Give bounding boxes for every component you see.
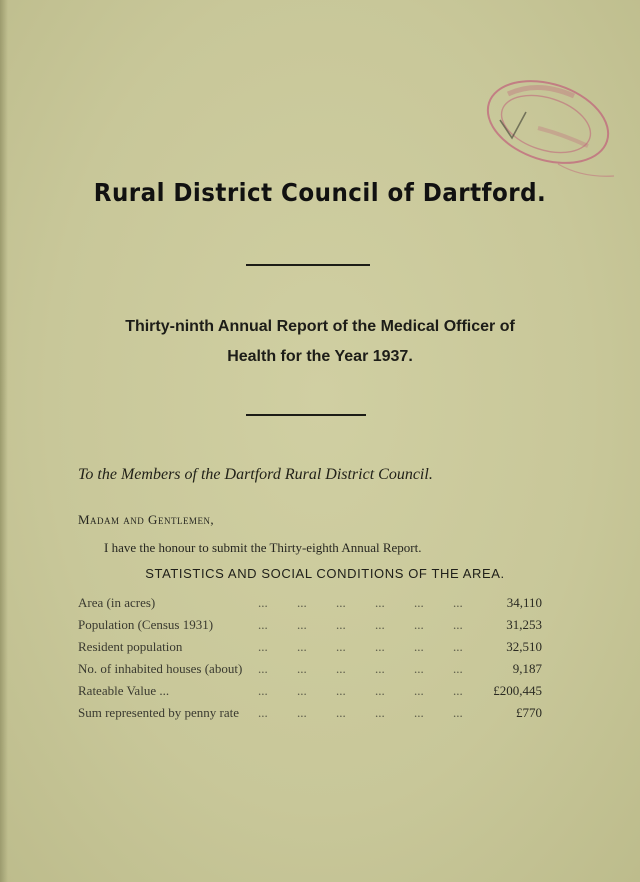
stat-label: Population (Census 1931) <box>78 617 214 632</box>
stat-row <box>78 614 542 636</box>
report-title-line-2: Health for the Year 1937. <box>227 348 413 365</box>
page-edge-shadow <box>0 0 8 882</box>
leader-dots: ... ... ... ... ... ... <box>258 617 463 632</box>
stat-row <box>78 658 542 680</box>
library-stamp-icon <box>478 72 618 184</box>
letter-address: To the Members of the Dartford Rural District Council. <box>78 466 433 483</box>
title-divider-bottom <box>246 414 366 416</box>
stat-value: 34,110 <box>506 595 542 610</box>
stat-label: Sum represented by penny rate <box>78 705 240 720</box>
report-title-line-1: Thirty-ninth Annual Report of the Medical Officer of <box>125 318 515 335</box>
stat-row <box>78 702 542 724</box>
leader-dots: ... ... ... ... ... ... <box>258 661 463 676</box>
stat-value: 32,510 <box>506 639 542 654</box>
stat-label: Resident population <box>78 639 183 654</box>
leader-dots: ... ... ... ... ... ... <box>258 683 463 698</box>
council-title: Rural District Council of Dartford. <box>93 178 547 207</box>
title-divider-top <box>246 264 370 266</box>
stat-value: £770 <box>516 705 542 720</box>
stat-value: £200,445 <box>493 683 542 698</box>
stat-row <box>78 680 542 702</box>
stat-label: Area (in acres) <box>78 595 156 610</box>
report-title <box>80 312 560 372</box>
statistics-table <box>78 592 542 724</box>
stat-value: 31,253 <box>506 617 542 632</box>
stat-row <box>78 636 542 658</box>
stat-value: 9,187 <box>512 661 542 676</box>
stat-row <box>78 592 542 614</box>
stat-label: No. of inhabited houses (about) <box>78 661 243 676</box>
leader-dots: ... ... ... ... ... ... <box>258 639 463 654</box>
leader-dots: ... ... ... ... ... ... <box>258 705 463 720</box>
letter-salutation: Madam and Gentlemen, <box>78 512 215 527</box>
leader-dots: ... ... ... ... ... ... <box>258 595 463 610</box>
letter-intro: I have the honour to submit the Thirty-eighth Annual Report. <box>104 540 422 555</box>
statistics-heading: STATISTICS AND SOCIAL CONDITIONS OF THE AREA. <box>145 566 505 581</box>
stat-label: Rateable Value ... <box>78 683 170 698</box>
